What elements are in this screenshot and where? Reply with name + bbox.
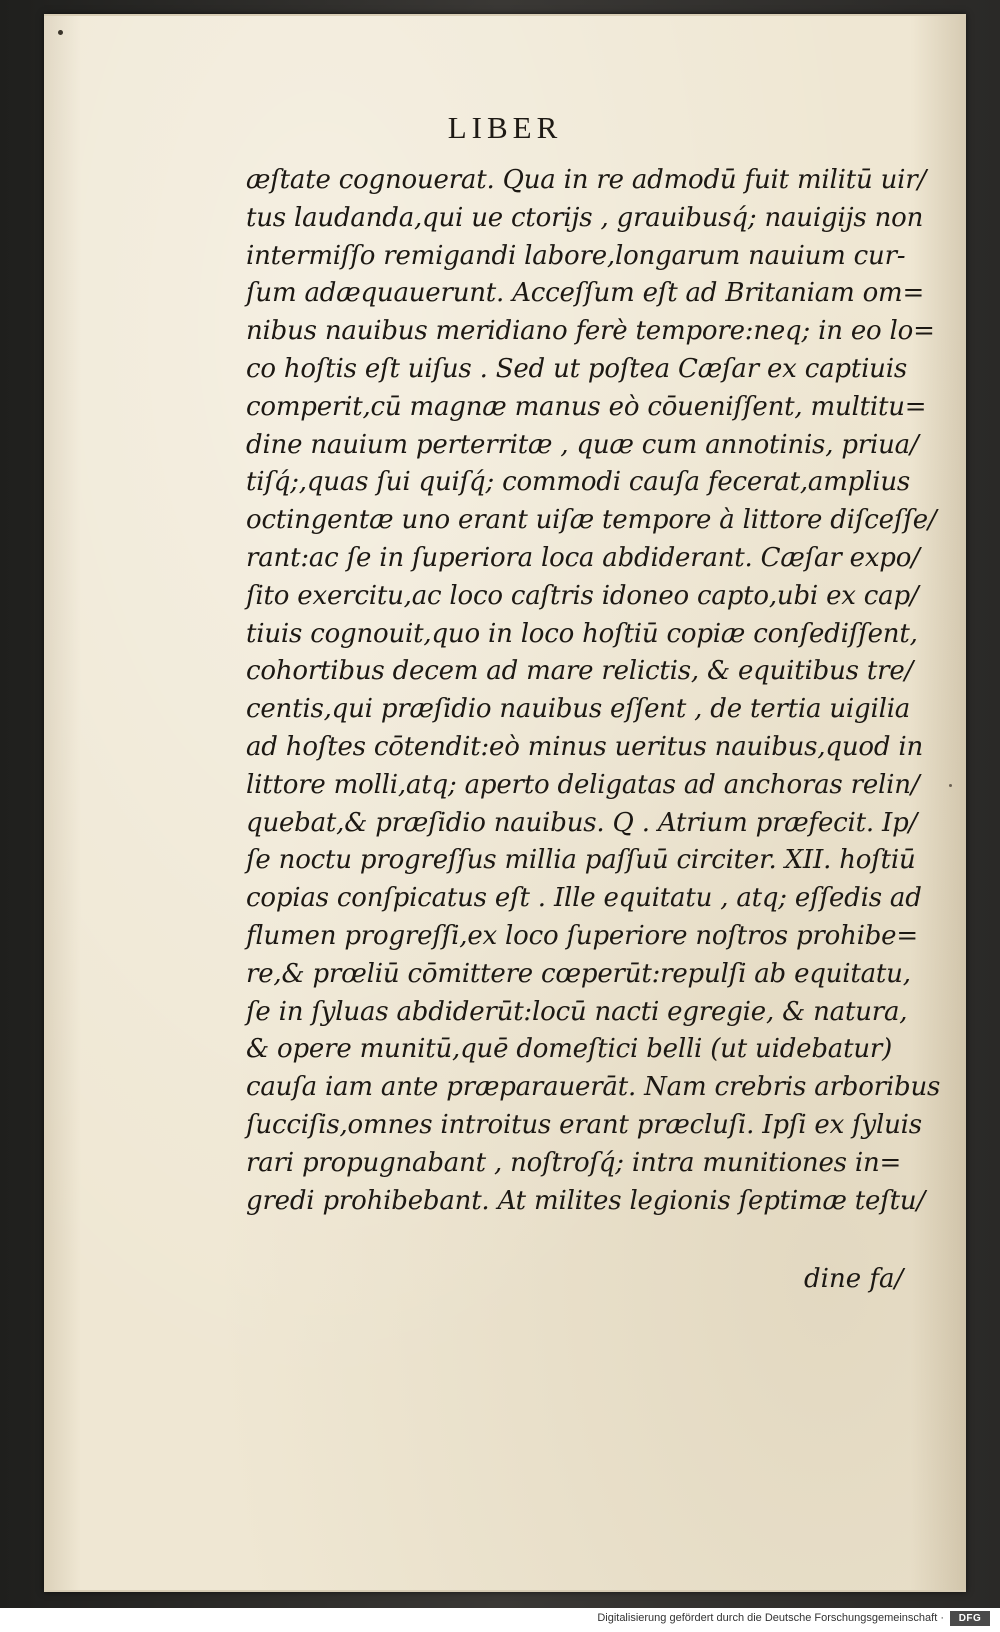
text-line: tiſq́;,quas ſui quiſq́; commodi cauſa fecerat,amplius bbox=[246, 467, 911, 498]
text-line: cohortibus decem ad mare relictis, & equitibus tre/ bbox=[246, 656, 914, 687]
text-line: ſe in ſyluas abdiderūt:locū nacti egregie, & natura, bbox=[246, 996, 908, 1027]
text-line: tiuis cognouit,quo in loco hoſtiū copiæ conſediſſent, bbox=[246, 618, 918, 649]
text-line: ſum adæquauerunt. Acceſſum eſt ad Britaniam om= bbox=[246, 278, 925, 309]
text-line: & opere munitū,quē domeſtici belli (ut uidebatur) bbox=[246, 1034, 893, 1065]
text-line: rari propugnabant , noſtroſq́; intra munitiones in= bbox=[246, 1147, 902, 1178]
text-line: cauſa iam ante præparauerāt. Nam crebris arboribus bbox=[246, 1072, 941, 1103]
catchword: dine fa/ bbox=[804, 1264, 904, 1294]
text-line: æſtate cognouerat. Qua in re admodū fuit militū uir/ bbox=[246, 165, 927, 195]
running-head: LIBER bbox=[447, 110, 563, 145]
dfg-logo: DFG bbox=[950, 1611, 990, 1626]
text-line: octingentæ uno erant uiſæ tempore à littore diſceſſe/ bbox=[246, 505, 937, 536]
text-line: re,& prœliū cōmittere cœperūt:repulſi ab equitatu, bbox=[246, 958, 911, 989]
text-line: ad hoſtes cōtendit:eò minus ueritus nauibus,quod in bbox=[246, 731, 923, 762]
page-top-edge bbox=[44, 14, 966, 16]
text-line: centis,qui præſidio nauibus eſſent , de tertia uigilia bbox=[246, 694, 911, 725]
text-line: ſe noctu progreſſus millia paſſuū circiter. XII. hoſtiū bbox=[246, 845, 916, 876]
digitization-footer bbox=[0, 1608, 1000, 1632]
text-line: gredi prohibebant. At milites legionis ſeptimæ teſtu/ bbox=[246, 1185, 926, 1216]
text-line: nibus nauibus meridiano ferè tempore:neq; in eo lo= bbox=[246, 316, 935, 347]
funding-credit: Digitalisierung gefördert durch die Deutsche Forschungsgemeinschaft · bbox=[597, 1612, 944, 1624]
text-line: comperit,cū magnæ manus eò cōueniſſent, multitu= bbox=[246, 391, 927, 422]
ink-speck bbox=[949, 784, 952, 787]
text-line: littore molli,atq; aperto deligatas ad anchoras relin/ bbox=[246, 769, 920, 800]
text-line: copias conſpicatus eſt . Ille equitatu , atq; eſſedis ad bbox=[246, 883, 922, 914]
ink-speck bbox=[58, 30, 63, 35]
text-line: co hoſtis eſt uiſus . Sed ut poſtea Cæſar ex captiuis bbox=[246, 353, 907, 384]
text-line: ſucciſis,omnes introitus erant præcluſi. Ipſi ex ſyluis bbox=[246, 1109, 922, 1140]
text-line: quebat,& præſidio nauibus. Q . Atrium præfecit. Ip/ bbox=[246, 807, 918, 838]
text-line: dine nauium perterritæ , quæ cum annotinis, priua/ bbox=[246, 429, 919, 460]
text-line: ſito exercitu,ac loco caſtris idoneo capto,ubi ex cap/ bbox=[246, 580, 919, 611]
body-text bbox=[246, 162, 941, 1220]
text-line: rant:ac ſe in ſuperiora loca abdiderant. Cæſar expo/ bbox=[246, 542, 920, 573]
text-line: flumen progreſſi,ex loco ſuperiore noſtros prohibe= bbox=[246, 920, 918, 951]
text-line: tus laudanda,qui ue ctorijs , grauibusq́; nauigijs non bbox=[246, 202, 924, 233]
page-bottom-edge bbox=[44, 1590, 966, 1592]
text-line: intermiſſo remigandi labore,longarum nauium cur- bbox=[246, 240, 906, 271]
book-page bbox=[44, 14, 966, 1592]
